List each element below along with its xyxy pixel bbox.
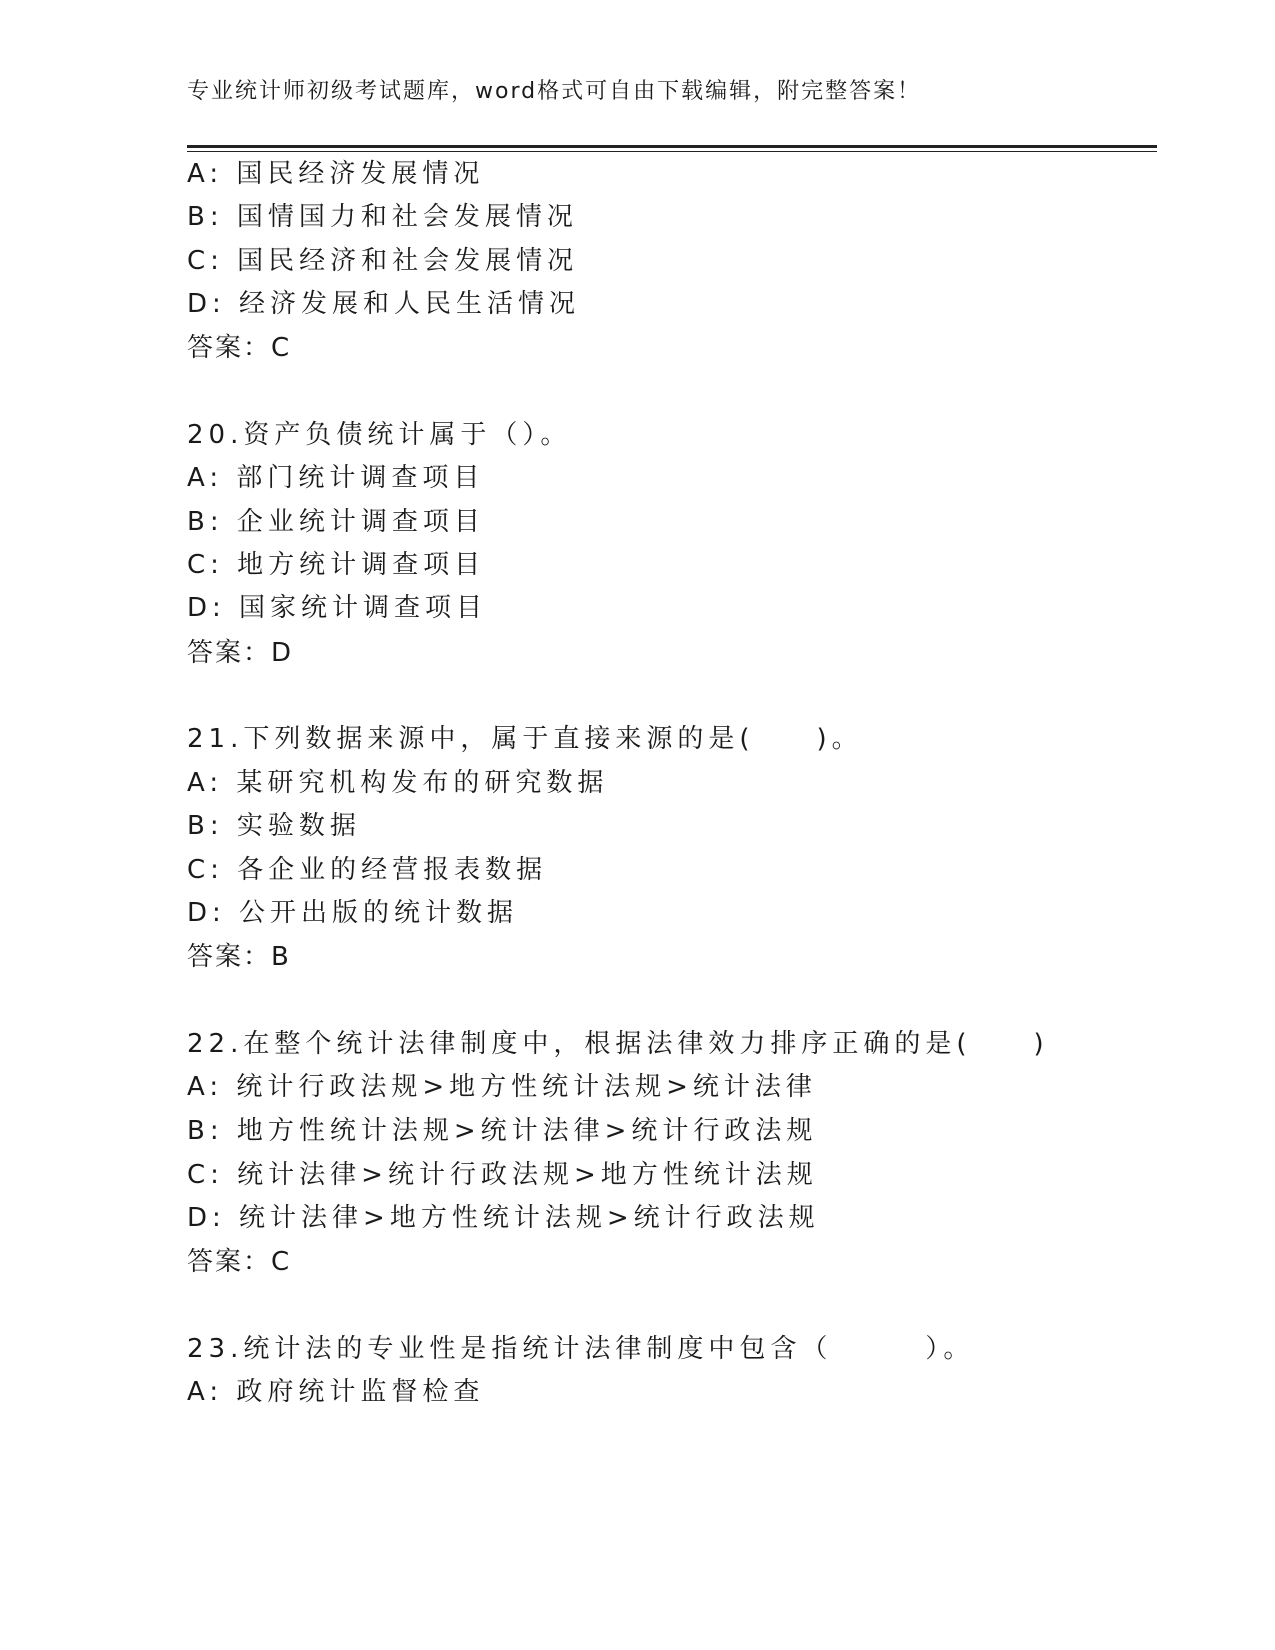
option-d: D: 统计法律>地方性统计法规>统计行政法规 xyxy=(187,1203,820,1233)
option-d: D: 国家统计调查项目 xyxy=(187,593,488,623)
answer: 答案：C xyxy=(187,333,292,363)
option-b: B: 企业统计调查项目 xyxy=(187,507,485,537)
option-a: A: 国民经济发展情况 xyxy=(187,159,485,189)
option-c: C: 各企业的经营报表数据 xyxy=(187,855,548,885)
answer: 答案：B xyxy=(187,942,291,972)
option-a: A: 部门统计调查项目 xyxy=(187,463,485,493)
option-a: A: 统计行政法规>地方性统计法规>统计法律 xyxy=(187,1072,817,1102)
option-c: C: 地方统计调查项目 xyxy=(187,550,486,580)
page-header: 专业统计师初级考试题库，word格式可自由下载编辑，附完整答案！ xyxy=(187,79,922,104)
header-rule-thin xyxy=(187,151,1157,152)
question-20: 20.资产负债统计属于（）。 xyxy=(187,420,572,450)
option-d: D: 经济发展和人民生活情况 xyxy=(187,289,581,319)
option-c: C: 统计法律>统计行政法规>地方性统计法规 xyxy=(187,1160,818,1190)
header-rule-thick xyxy=(187,145,1157,148)
answer: 答案：C xyxy=(187,1247,292,1277)
question-21: 21.下列数据来源中，属于直接来源的是( )。 xyxy=(187,724,863,754)
option-b: B: 国情国力和社会发展情况 xyxy=(187,202,578,232)
option-a: A: 政府统计监督检查 xyxy=(187,1377,485,1407)
question-22: 22.在整个统计法律制度中，根据法律效力排序正确的是( ) xyxy=(187,1029,1049,1059)
option-d: D: 公开出版的统计数据 xyxy=(187,898,519,928)
option-c: C: 国民经济和社会发展情况 xyxy=(187,246,579,276)
question-23: 23.统计法的专业性是指统计法律制度中包含（ ）。 xyxy=(187,1334,975,1364)
answer: 答案：D xyxy=(187,638,294,668)
option-b: B: 实验数据 xyxy=(187,811,361,841)
option-b: B: 地方性统计法规>统计法律>统计行政法规 xyxy=(187,1116,818,1146)
option-a: A: 某研究机构发布的研究数据 xyxy=(187,768,609,798)
